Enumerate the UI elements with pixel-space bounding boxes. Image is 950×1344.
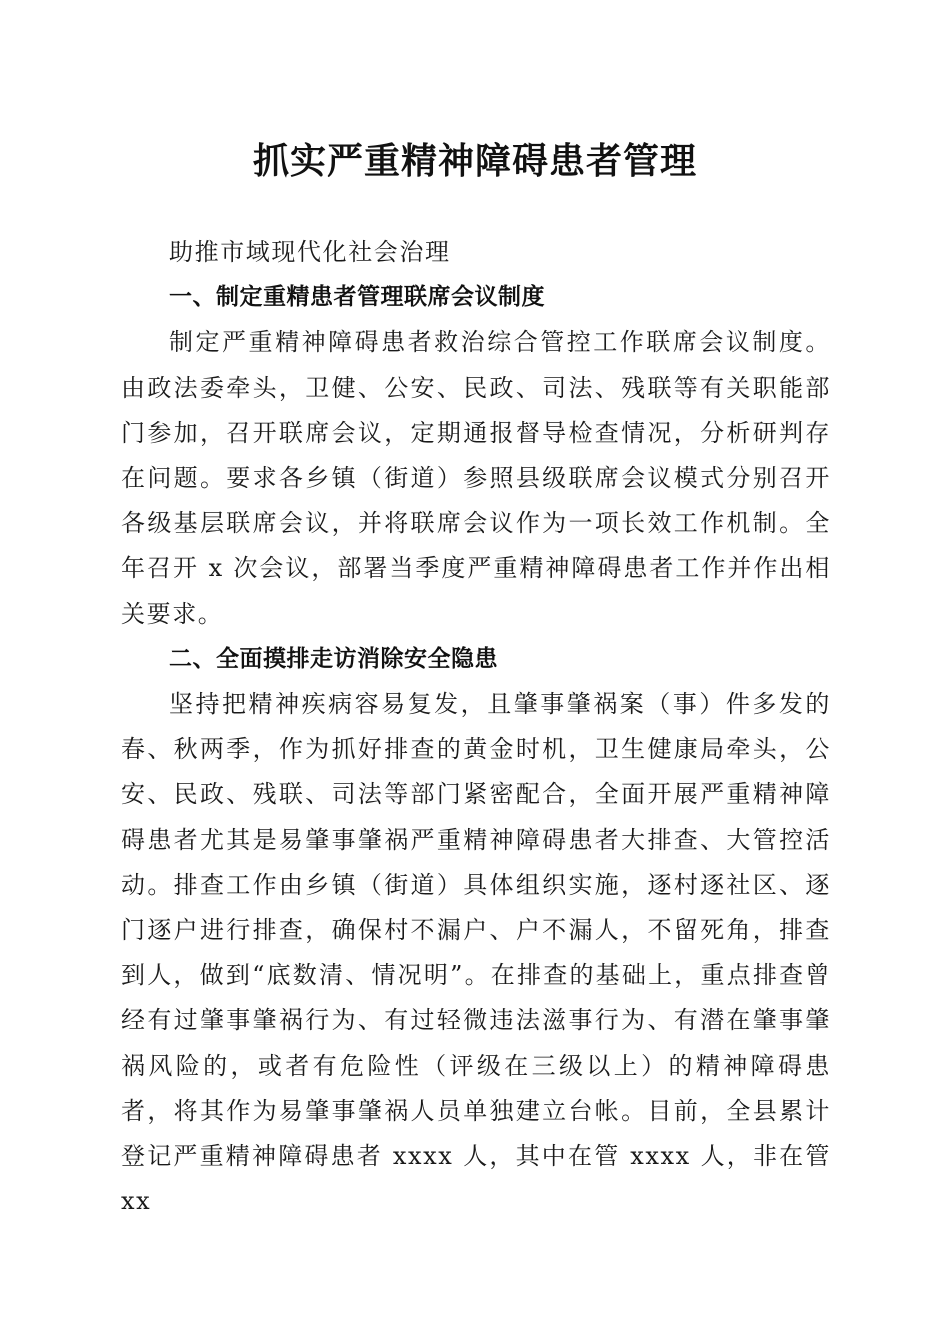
document-title: 抓实严重精神障碍患者管理 [252, 140, 697, 182]
document-subtitle: 助推市域现代化社会治理 [169, 238, 451, 266]
section-paragraph-1: 制定严重精神障碍患者救治综合管控工作联席会议制度。由政法委牵头，卫健、公安、民政、司法、残联等有关职能部门参加，召开联席会议，定期通报督导检查情况，分析研判存在问题。要求各乡镇（街道）参照县级联席会议模式分别召开各级基层联席会议，并将联席会议作为一项长效工作机制。全年召开 x 次会议，部署当季度严重精神障碍患者工作并作出相关要求。 [121, 328, 831, 628]
section-paragraph-2: 坚持把精神疾病容易复发，且肇事肇祸案（事）件多发的春、秋两季，作为抓好排查的黄金时机，卫生健康局牵头，公安、民政、残联、司法等部门紧密配合，全面开展严重精神障碍患者尤其是易肇事肇祸严重精神障碍患者大排查、大管控活动。排查工作由乡镇（街道）具体组织实施，逐村逐社区、逐门逐户进行排查，确保村不漏户、户不漏人，不留死角，排查到人，做到“底数清、情况明”。在排查的基础上，重点排查曾经有过肇事肇祸行为、有过轻微违法滋事行为、有潜在肇事肇祸风险的，或者有危险性（评级在三级以上）的精神障碍患者，将其作为易肇事肇祸人员单独建立台帐。目前，全县累计登记严重精神障碍患者 xxxx 人，其中在管 xxxx 人，非在管 xx [121, 690, 831, 1216]
section-heading-1: 一、制定重精患者管理联席会议制度 [169, 284, 545, 311]
section-heading-2: 二、全面摸排走访消除安全隐患 [169, 645, 498, 672]
document-body [121, 230, 831, 1224]
